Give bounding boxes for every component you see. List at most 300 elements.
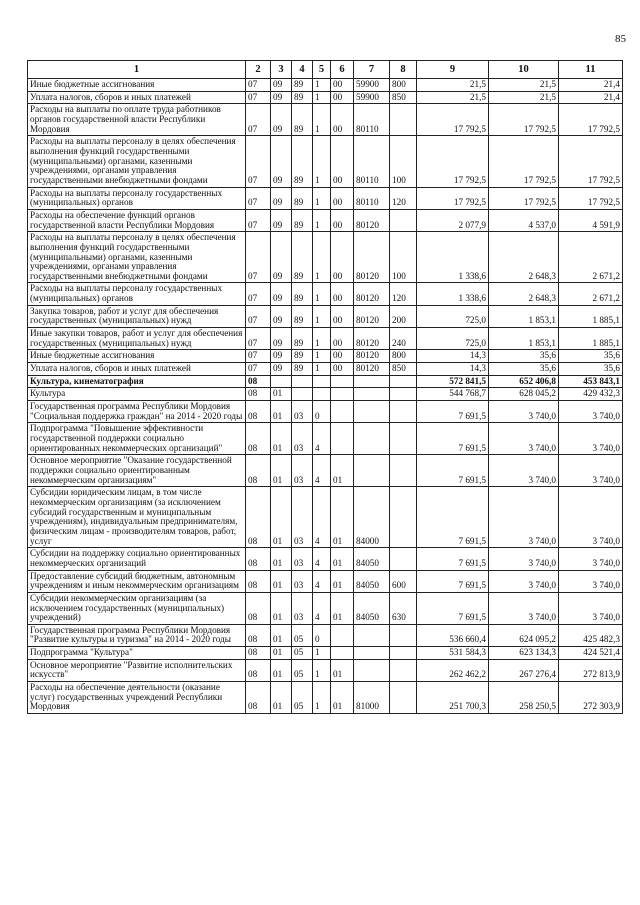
- cell-c5: 4: [313, 548, 331, 570]
- cell-c3: 09: [271, 187, 292, 209]
- cell-v11: 425 482,3: [559, 624, 623, 646]
- cell-v10: 623 134,3: [489, 647, 559, 660]
- table-row: [28, 388, 623, 401]
- cell-c2: 07: [246, 283, 271, 305]
- cell-c6: 00: [331, 305, 354, 327]
- table-row: [28, 548, 623, 570]
- cell-c6: 00: [331, 104, 354, 136]
- cell-name: Расходы на выплаты персоналу государственных (муниципальных) органов: [28, 187, 246, 209]
- cell-c5: 0: [313, 624, 331, 646]
- cell-c7: 80120: [354, 305, 390, 327]
- cell-v9: 7 691,5: [417, 570, 489, 592]
- cell-name: Предоставление субсидий бюджетным, автономным учреждениям и иным некоммерческим организациям: [28, 570, 246, 592]
- cell-c4: 03: [292, 455, 313, 487]
- table-row: [28, 283, 623, 305]
- table-row: [28, 401, 623, 423]
- cell-v9: 7 691,5: [417, 401, 489, 423]
- cell-v10: 628 045,2: [489, 388, 559, 401]
- table-row: [28, 328, 623, 350]
- cell-c3: 09: [271, 363, 292, 376]
- cell-name: Субсидии юридическим лицам, в том числе некоммерческим организациям (за исключением субсидий государственным и муниципальным учреждениям), индивидуальным предпринимателям, физическим лицам - производителям товаров, работ, услуг: [28, 487, 246, 548]
- cell-c4: 03: [292, 592, 313, 624]
- cell-c2: 07: [246, 91, 271, 104]
- cell-c7: [354, 659, 390, 681]
- cell-v11: 35,6: [559, 363, 623, 376]
- cell-c3: 01: [271, 388, 292, 401]
- cell-c7: 80120: [354, 232, 390, 283]
- cell-c3: 01: [271, 682, 292, 714]
- cell-c7: 59900: [354, 79, 390, 92]
- cell-c6: [331, 401, 354, 423]
- cell-c8: 800: [390, 350, 417, 363]
- cell-c8: 240: [390, 328, 417, 350]
- table-row: [28, 363, 623, 376]
- cell-c5: [313, 388, 331, 401]
- cell-c6: [331, 375, 354, 388]
- cell-name: Уплата налогов, сборов и иных платежей: [28, 91, 246, 104]
- cell-v10: 21,5: [489, 91, 559, 104]
- cell-c3: 01: [271, 401, 292, 423]
- cell-c3: 01: [271, 548, 292, 570]
- cell-c8: [390, 375, 417, 388]
- cell-v10: 3 740,0: [489, 401, 559, 423]
- cell-v9: 251 700,3: [417, 682, 489, 714]
- cell-v10: 652 406,8: [489, 375, 559, 388]
- table-row: [28, 136, 623, 187]
- table-row: [28, 305, 623, 327]
- cell-c4: 89: [292, 136, 313, 187]
- cell-v9: 14,3: [417, 350, 489, 363]
- cell-c4: 05: [292, 647, 313, 660]
- cell-c2: 08: [246, 592, 271, 624]
- cell-c7: 80120: [354, 350, 390, 363]
- cell-v9: 17 792,5: [417, 136, 489, 187]
- cell-c7: 84050: [354, 592, 390, 624]
- cell-v11: 4 591,9: [559, 209, 623, 231]
- cell-c2: 08: [246, 423, 271, 455]
- cell-v11: 21,4: [559, 79, 623, 92]
- cell-c7: 81000: [354, 682, 390, 714]
- cell-c3: 01: [271, 647, 292, 660]
- cell-c4: 89: [292, 209, 313, 231]
- cell-c8: [390, 624, 417, 646]
- cell-name: Культура, кинематография: [28, 375, 246, 388]
- cell-c4: 89: [292, 232, 313, 283]
- table-row: [28, 187, 623, 209]
- cell-v11: 424 521,4: [559, 647, 623, 660]
- cell-c2: 07: [246, 328, 271, 350]
- cell-c3: 01: [271, 455, 292, 487]
- table-row: [28, 375, 623, 388]
- cell-c5: 4: [313, 487, 331, 548]
- budget-table-container: [27, 60, 622, 714]
- cell-v11: 453 843,1: [559, 375, 623, 388]
- header-col-10: 10: [489, 61, 559, 79]
- cell-c4: 05: [292, 682, 313, 714]
- cell-c4: 89: [292, 305, 313, 327]
- table-row: [28, 487, 623, 548]
- cell-v9: 7 691,5: [417, 455, 489, 487]
- table-row: [28, 91, 623, 104]
- cell-c6: [331, 388, 354, 401]
- table-row: [28, 350, 623, 363]
- cell-c3: 01: [271, 570, 292, 592]
- cell-c5: 1: [313, 209, 331, 231]
- cell-c3: 09: [271, 283, 292, 305]
- table-row: [28, 423, 623, 455]
- cell-c5: [313, 375, 331, 388]
- cell-c6: 01: [331, 592, 354, 624]
- cell-c6: 00: [331, 363, 354, 376]
- cell-v11: 3 740,0: [559, 487, 623, 548]
- cell-c5: 1: [313, 187, 331, 209]
- cell-c4: 89: [292, 350, 313, 363]
- table-row: [28, 647, 623, 660]
- table-row: [28, 659, 623, 681]
- table-row: [28, 79, 623, 92]
- cell-v11: 272 813,9: [559, 659, 623, 681]
- cell-c8: 120: [390, 283, 417, 305]
- header-col-9: 9: [417, 61, 489, 79]
- cell-c8: 100: [390, 232, 417, 283]
- cell-v10: 35,6: [489, 350, 559, 363]
- cell-v9: 21,5: [417, 91, 489, 104]
- cell-v11: 35,6: [559, 350, 623, 363]
- cell-c8: [390, 647, 417, 660]
- table-row: [28, 455, 623, 487]
- cell-v11: 3 740,0: [559, 455, 623, 487]
- cell-c3: 01: [271, 592, 292, 624]
- cell-v10: 35,6: [489, 363, 559, 376]
- cell-v10: 4 537,0: [489, 209, 559, 231]
- cell-v11: 17 792,5: [559, 104, 623, 136]
- cell-v9: 7 691,5: [417, 548, 489, 570]
- cell-c3: 09: [271, 350, 292, 363]
- cell-v9: 725,0: [417, 328, 489, 350]
- cell-c6: 00: [331, 79, 354, 92]
- cell-v10: 3 740,0: [489, 487, 559, 548]
- cell-c6: [331, 624, 354, 646]
- cell-c6: 01: [331, 548, 354, 570]
- cell-c5: 1: [313, 647, 331, 660]
- cell-v10: 2 648,3: [489, 283, 559, 305]
- cell-c5: 4: [313, 423, 331, 455]
- cell-c4: 89: [292, 363, 313, 376]
- header-col-11: 11: [559, 61, 623, 79]
- cell-c2: 08: [246, 570, 271, 592]
- cell-v9: 7 691,5: [417, 423, 489, 455]
- cell-c8: 100: [390, 136, 417, 187]
- cell-name: Расходы на выплаты по оплате труда работников органов государственной власти Республики Мордовия: [28, 104, 246, 136]
- cell-c3: 09: [271, 232, 292, 283]
- table-body: [28, 79, 623, 714]
- cell-c7: 84050: [354, 570, 390, 592]
- cell-v11: 1 885,1: [559, 328, 623, 350]
- cell-name: Закупка товаров, работ и услуг для обеспечения государственных (муниципальных) нужд: [28, 305, 246, 327]
- cell-v9: 7 691,5: [417, 487, 489, 548]
- cell-c8: [390, 548, 417, 570]
- cell-c8: 850: [390, 363, 417, 376]
- cell-c8: [390, 401, 417, 423]
- table-row: [28, 209, 623, 231]
- cell-c3: 09: [271, 91, 292, 104]
- cell-v11: 17 792,5: [559, 187, 623, 209]
- cell-c5: 1: [313, 104, 331, 136]
- cell-v9: 17 792,5: [417, 104, 489, 136]
- cell-c5: 1: [313, 682, 331, 714]
- cell-c7: 80110: [354, 187, 390, 209]
- cell-c8: [390, 209, 417, 231]
- cell-c7: [354, 423, 390, 455]
- cell-c7: 80120: [354, 363, 390, 376]
- cell-c2: 07: [246, 79, 271, 92]
- cell-c5: 4: [313, 570, 331, 592]
- cell-c2: 08: [246, 455, 271, 487]
- cell-c6: 01: [331, 682, 354, 714]
- cell-c2: 07: [246, 363, 271, 376]
- cell-v9: 14,3: [417, 363, 489, 376]
- cell-v10: 3 740,0: [489, 548, 559, 570]
- cell-c5: 1: [313, 91, 331, 104]
- cell-name: Расходы на обеспечение деятельности (оказание услуг) государственных учреждений Республики Мордовия: [28, 682, 246, 714]
- cell-v9: 536 660,4: [417, 624, 489, 646]
- cell-v10: 17 792,5: [489, 136, 559, 187]
- cell-c5: 1: [313, 136, 331, 187]
- cell-v10: 3 740,0: [489, 592, 559, 624]
- cell-name: Государственная программа Республики Мордовия "Развитие культуры и туризма" на 2014 - 2020 годы: [28, 624, 246, 646]
- cell-c2: 07: [246, 305, 271, 327]
- cell-v11: 272 303,9: [559, 682, 623, 714]
- table-row: [28, 592, 623, 624]
- cell-v10: 17 792,5: [489, 104, 559, 136]
- cell-c2: 08: [246, 647, 271, 660]
- cell-c8: [390, 455, 417, 487]
- cell-v9: 21,5: [417, 79, 489, 92]
- cell-c4: 89: [292, 91, 313, 104]
- cell-c5: 0: [313, 401, 331, 423]
- cell-c6: 01: [331, 659, 354, 681]
- cell-v9: 7 691,5: [417, 592, 489, 624]
- cell-c2: 07: [246, 209, 271, 231]
- cell-c8: 800: [390, 79, 417, 92]
- cell-c5: 4: [313, 455, 331, 487]
- cell-c7: 84050: [354, 548, 390, 570]
- cell-c3: 09: [271, 305, 292, 327]
- cell-c8: [390, 487, 417, 548]
- cell-v9: 725,0: [417, 305, 489, 327]
- cell-c3: 01: [271, 659, 292, 681]
- cell-v9: 1 338,6: [417, 232, 489, 283]
- table-row: [28, 570, 623, 592]
- cell-c2: 08: [246, 375, 271, 388]
- cell-v11: 1 885,1: [559, 305, 623, 327]
- cell-c4: 89: [292, 79, 313, 92]
- cell-v9: 262 462,2: [417, 659, 489, 681]
- cell-c7: 80120: [354, 328, 390, 350]
- cell-c6: 00: [331, 350, 354, 363]
- cell-v10: 2 648,3: [489, 232, 559, 283]
- cell-v11: 3 740,0: [559, 548, 623, 570]
- cell-c4: 03: [292, 570, 313, 592]
- cell-c5: 4: [313, 592, 331, 624]
- cell-v9: 2 077,9: [417, 209, 489, 231]
- cell-c2: 07: [246, 136, 271, 187]
- cell-c7: [354, 388, 390, 401]
- table-row: [28, 682, 623, 714]
- cell-v11: 2 671,2: [559, 232, 623, 283]
- cell-v10: 3 740,0: [489, 455, 559, 487]
- cell-c2: 08: [246, 548, 271, 570]
- cell-c6: 01: [331, 570, 354, 592]
- cell-v11: 3 740,0: [559, 570, 623, 592]
- cell-c5: 1: [313, 283, 331, 305]
- cell-v10: 21,5: [489, 79, 559, 92]
- cell-c4: 05: [292, 659, 313, 681]
- table-row: [28, 104, 623, 136]
- cell-c7: [354, 624, 390, 646]
- cell-name: Расходы на выплаты персоналу в целях обеспечения выполнения функций государственными (муниципальными) органами, казенными учреждениями, органами управления государственными внебюджетными фондами: [28, 136, 246, 187]
- cell-c4: 05: [292, 624, 313, 646]
- cell-name: Иные закупки товаров, работ и услуг для обеспечения государственных (муниципальных) нужд: [28, 328, 246, 350]
- cell-c4: 89: [292, 104, 313, 136]
- cell-c8: 200: [390, 305, 417, 327]
- cell-c6: 00: [331, 91, 354, 104]
- cell-c4: [292, 388, 313, 401]
- cell-name: Подпрограмма "Культура": [28, 647, 246, 660]
- cell-c7: [354, 401, 390, 423]
- page-number: 85: [615, 33, 626, 45]
- cell-v11: 17 792,5: [559, 136, 623, 187]
- cell-c3: 01: [271, 487, 292, 548]
- cell-v11: 3 740,0: [559, 401, 623, 423]
- cell-c8: 600: [390, 570, 417, 592]
- cell-v11: 3 740,0: [559, 423, 623, 455]
- cell-name: Основное мероприятие "Развитие исполнительских искусств": [28, 659, 246, 681]
- cell-c2: 07: [246, 232, 271, 283]
- cell-c5: 1: [313, 305, 331, 327]
- cell-c3: 09: [271, 136, 292, 187]
- cell-c3: [271, 375, 292, 388]
- header-col-5: 5: [313, 61, 331, 79]
- cell-c4: 89: [292, 283, 313, 305]
- table-header-row: [28, 61, 623, 79]
- cell-c5: 1: [313, 328, 331, 350]
- cell-c6: 01: [331, 455, 354, 487]
- cell-c7: [354, 455, 390, 487]
- cell-c2: 07: [246, 350, 271, 363]
- cell-c2: 08: [246, 659, 271, 681]
- cell-c3: 01: [271, 624, 292, 646]
- cell-name: Расходы на выплаты персоналу государственных (муниципальных) органов: [28, 283, 246, 305]
- cell-v9: 572 841,5: [417, 375, 489, 388]
- header-col-2: 2: [246, 61, 271, 79]
- cell-v10: 17 792,5: [489, 187, 559, 209]
- cell-name: Культура: [28, 388, 246, 401]
- table-row: [28, 232, 623, 283]
- cell-c8: 850: [390, 91, 417, 104]
- cell-c8: [390, 423, 417, 455]
- cell-name: Иные бюджетные ассигнования: [28, 79, 246, 92]
- cell-c6: [331, 647, 354, 660]
- cell-c3: 09: [271, 209, 292, 231]
- cell-c6: 00: [331, 136, 354, 187]
- cell-name: Субсидии на поддержку социально ориентированных некоммерческих организаций: [28, 548, 246, 570]
- cell-v10: 258 250,5: [489, 682, 559, 714]
- cell-c8: 120: [390, 187, 417, 209]
- cell-name: Иные бюджетные ассигнования: [28, 350, 246, 363]
- header-col-3: 3: [271, 61, 292, 79]
- cell-c8: [390, 659, 417, 681]
- cell-c6: [331, 423, 354, 455]
- cell-v9: 17 792,5: [417, 187, 489, 209]
- table-row: [28, 624, 623, 646]
- cell-c4: [292, 375, 313, 388]
- cell-name: Основное мероприятие "Оказание государственной поддержки социально ориентированным некоммерческим организациям": [28, 455, 246, 487]
- cell-c2: 08: [246, 487, 271, 548]
- cell-c2: 08: [246, 682, 271, 714]
- cell-v9: 1 338,6: [417, 283, 489, 305]
- cell-v11: 3 740,0: [559, 592, 623, 624]
- budget-table: [27, 60, 623, 714]
- cell-c7: 59900: [354, 91, 390, 104]
- cell-v10: 3 740,0: [489, 570, 559, 592]
- cell-c2: 08: [246, 624, 271, 646]
- cell-c3: 09: [271, 104, 292, 136]
- cell-c4: 03: [292, 548, 313, 570]
- cell-c4: 03: [292, 401, 313, 423]
- cell-c5: 1: [313, 79, 331, 92]
- cell-c2: 08: [246, 401, 271, 423]
- cell-name: Расходы на выплаты персоналу в целях обеспечения выполнения функций государственными (муниципальными) органами, казенными учреждениями, органами управления государственными внебюджетными фондами: [28, 232, 246, 283]
- cell-v9: 544 768,7: [417, 388, 489, 401]
- cell-c6: 00: [331, 209, 354, 231]
- cell-v10: 3 740,0: [489, 423, 559, 455]
- cell-c2: 08: [246, 388, 271, 401]
- cell-c5: 1: [313, 232, 331, 283]
- cell-v11: 21,4: [559, 91, 623, 104]
- cell-c7: 80110: [354, 136, 390, 187]
- cell-v10: 1 853,1: [489, 305, 559, 327]
- cell-c7: 80120: [354, 209, 390, 231]
- cell-c7: [354, 647, 390, 660]
- cell-v10: 267 276,4: [489, 659, 559, 681]
- cell-c6: 00: [331, 232, 354, 283]
- cell-name: Расходы на обеспечение функций органов государственной власти Республики Мордовия: [28, 209, 246, 231]
- cell-name: Государственная программа Республики Мордовия "Социальная поддержка граждан" на 2014 - 2020 годы: [28, 401, 246, 423]
- cell-c4: 03: [292, 487, 313, 548]
- cell-v10: 624 095,2: [489, 624, 559, 646]
- cell-c4: 03: [292, 423, 313, 455]
- cell-c8: [390, 682, 417, 714]
- cell-v10: 1 853,1: [489, 328, 559, 350]
- cell-c2: 07: [246, 187, 271, 209]
- cell-c7: [354, 375, 390, 388]
- cell-v11: 429 432,3: [559, 388, 623, 401]
- cell-c6: 01: [331, 487, 354, 548]
- cell-c5: 1: [313, 659, 331, 681]
- header-col-8: 8: [390, 61, 417, 79]
- cell-v11: 2 671,2: [559, 283, 623, 305]
- cell-name: Подпрограмма "Повышение эффективности государственной поддержки социально ориентированных некоммерческих организаций": [28, 423, 246, 455]
- cell-c6: 00: [331, 187, 354, 209]
- cell-name: Уплата налогов, сборов и иных платежей: [28, 363, 246, 376]
- cell-c8: [390, 104, 417, 136]
- cell-v9: 531 584,3: [417, 647, 489, 660]
- cell-c3: 09: [271, 79, 292, 92]
- cell-c6: 00: [331, 283, 354, 305]
- cell-c5: 1: [313, 350, 331, 363]
- cell-c3: 01: [271, 423, 292, 455]
